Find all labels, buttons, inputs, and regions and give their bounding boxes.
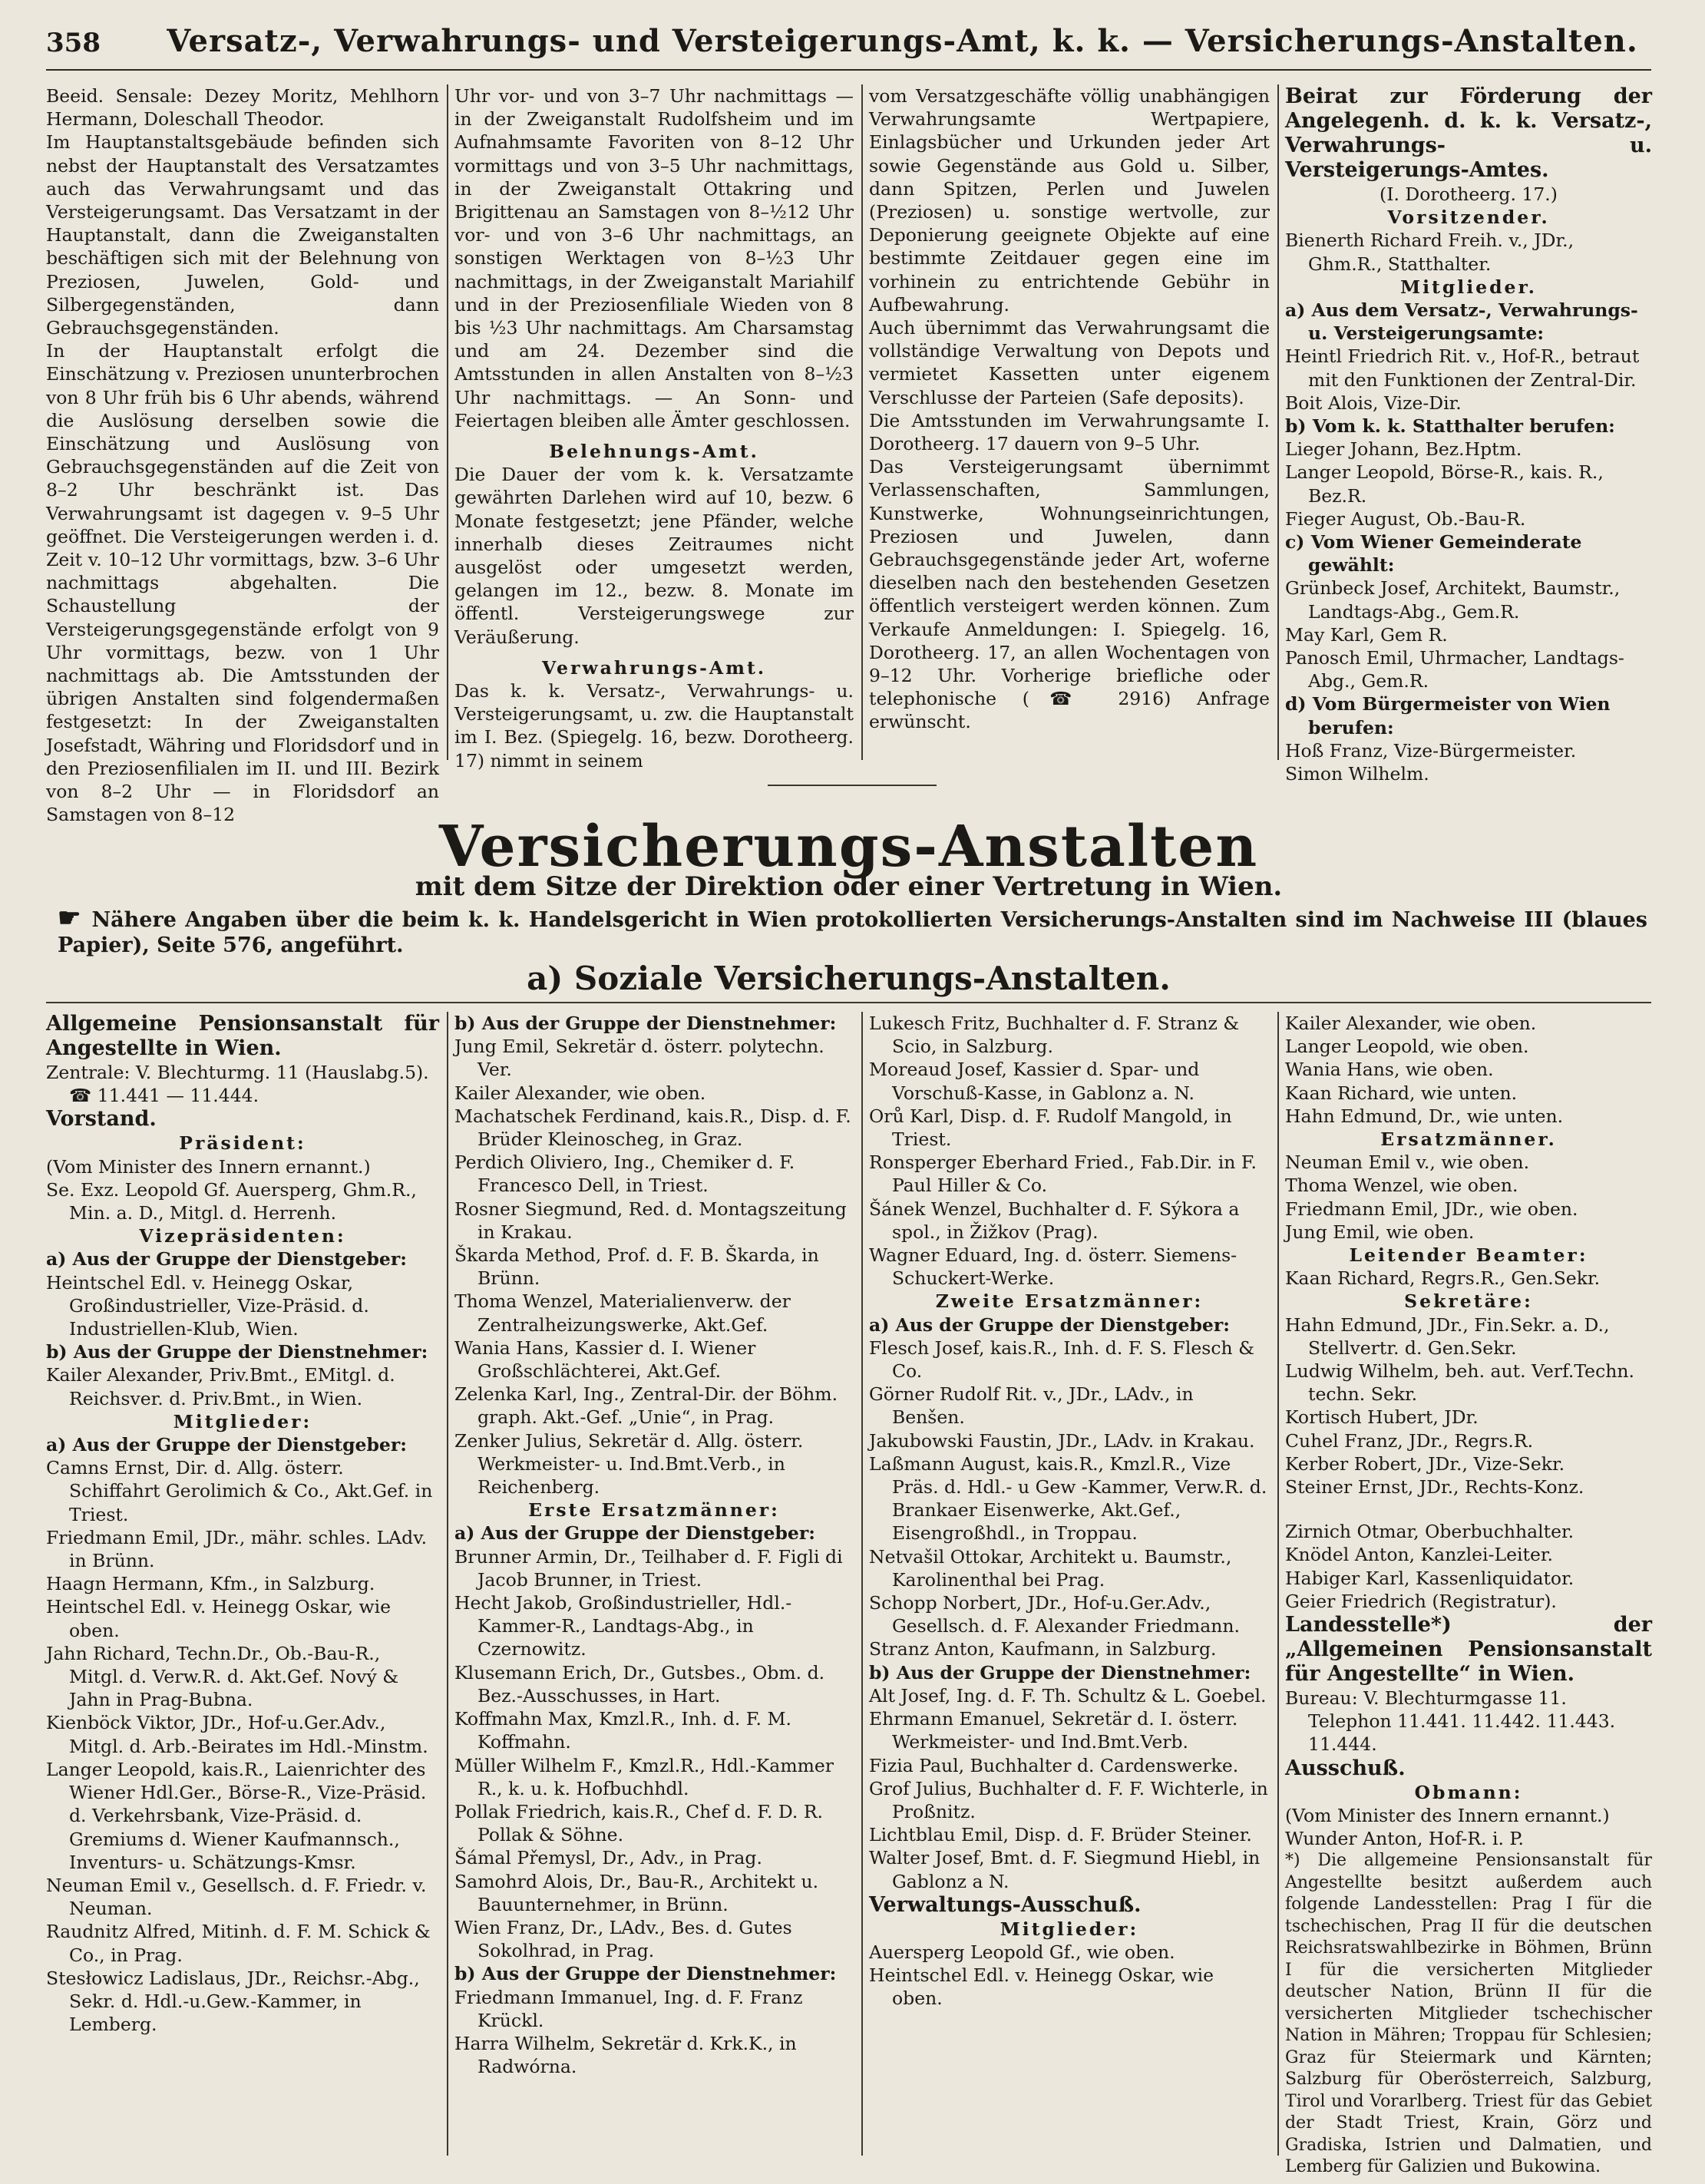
entry: Šámal Přemysl, Dr., Adv., in Prag.	[454, 1847, 762, 1869]
heading: Ersatzmänner.	[1380, 1128, 1557, 1151]
heading: Leitender Beamter:	[1349, 1244, 1588, 1267]
pointing-hand-icon: ☛	[58, 903, 81, 933]
bottom-column-3	[869, 1012, 1270, 2011]
paragraph: In der Hauptanstalt erfolgt die Einschätzung v. Preziosen ununterbrochen von 8 Uhr früh bis 6 Uhr abends, während die Auslösung derselben sowie die Einschätzung und Auslösung von Gebrauchsgegenständen auf die Zeit von 8–2 Uhr beschränkt ist. Das Verwahrungsamt ist dagegen v. 9–5 Uhr geöffnet. Die Versteigerungen werden i. d. Zeit v. 10–12 Uhr vormittags, bzw. 3–6 Uhr nachmittags abgehalten. Die Schaustellung der Versteigerungsgegenstände erfolgt von 9 Uhr vormittags, bezw. von 1 Uhr nachmittags ab. Die Amtsstunden der übrigen Anstalten sind folgendermaßen festgesetzt: In der Zweiganstalten Josefstadt, Währing und Floridsdorf und in den Preziosenfilialen im II. und III. Bezirk von 8–2 Uhr — in Floridsdorf an Samstagen von 8–12	[46, 340, 439, 826]
heading: Mitglieder:	[1000, 1918, 1139, 1940]
entry: Hoß Franz, Vize-Bürgermeister.	[1285, 739, 1577, 762]
entry: (Vom Minister des Innern ernannt.)	[46, 1155, 371, 1178]
entry: Haagn Hermann, Kfm., in Salzburg.	[46, 1573, 375, 1595]
entry: Friedmann Emil, JDr., mähr. schles. LAdv. in Brünn.	[46, 1526, 428, 1572]
spacer	[454, 432, 854, 440]
entry: Koffmahn Max, Kmzl.R., Inh. d. F. M. Koffmahn.	[454, 1708, 791, 1753]
heading: Präsident:	[179, 1132, 306, 1155]
entry: a) Aus der Gruppe der Dienstgeber:	[46, 1434, 407, 1456]
entry: Auersperg Leopold Gf., wie oben.	[869, 1941, 1175, 1963]
entry: Zentrale: V. Blechturmg. 11 (Hauslabg.5). ☎ 11.441 — 11.444.	[46, 1062, 429, 1107]
notice-text: Nähere Angaben über die beim k. k. Handelsgericht in Wien protokollierten Versicherungs-Anstalten sind im Nachweise III (blaues Papier), Seite 576, angeführt.	[58, 908, 1647, 957]
entry: Zirnich Otmar, Oberbuchhalter.	[1285, 1521, 1574, 1543]
entry: Laßmann August, kais.R., Kmzl.R., Vize Präs. d. Hdl.- u Gew -Kammer, Verw.R. d. Brankaer Eisenwerke, Akt.Gef., Eisengroßhdl., in Troppau.	[869, 1452, 1267, 1545]
entry: Lichtblau Emil, Disp. d. F. Brüder Steiner.	[869, 1824, 1252, 1846]
top-column-3	[869, 84, 1270, 734]
entry: Samohrd Alois, Dr., Bau-R., Architekt u. Bauunternehmer, in Brünn.	[454, 1870, 819, 1915]
entry: Perdich Oliviero, Ing., Chemiker d. F. Francesco Dell, in Triest.	[454, 1151, 795, 1197]
heading: Vorsitzender.	[1387, 207, 1550, 229]
entry: Klusemann Erich, Dr., Gutsbes., Obm. d. Bez.-Ausschusses, in Hart.	[454, 1661, 825, 1707]
page-number: 358	[46, 28, 101, 58]
entry: Bienerth Richard Freih. v., JDr., Ghm.R., Statthalter.	[1285, 230, 1574, 275]
entry: Camns Ernst, Dir. d. Allg. österr. Schiffahrt Gerolimich & Co., Akt.Gef. in Triest.	[46, 1457, 433, 1525]
entry: Flesch Josef, kais.R., Inh. d. F. S. Flesch & Co.	[869, 1337, 1255, 1383]
heading: Mitglieder:	[173, 1410, 312, 1432]
paragraph: Das k. k. Versatz-, Verwahrungs- u. Versteigerungsamt, u. zw. die Hauptanstalt im I. Bez. (Spiegelg. 16, bezw. Dorotheerg. 17) nimmt in seinem	[454, 680, 854, 772]
entry: Thoma Wenzel, Materialienverw. der Zentralheizungswerke, Akt.Gef.	[454, 1290, 791, 1336]
entry: Fizia Paul, Buchhalter d. Cardenswerke.	[869, 1754, 1239, 1776]
entry: Šánek Wenzel, Buchhalter d. F. Sýkora a spol., in Žižkov (Prag).	[869, 1198, 1240, 1243]
heading: Vizepräsidenten:	[139, 1225, 346, 1247]
entry: Stesłowicz Ladislaus, JDr., Reichsr.-Abg., Sekr. d. Hdl.-u.Gew.-Kammer, in Lemberg.	[46, 1967, 420, 2036]
entry: Bureau: V. Blechturmgasse 11. Telephon 11.441. 11.442. 11.443. 11.444.	[1285, 1687, 1616, 1756]
bold-heading: Vorstand.	[46, 1107, 157, 1132]
paragraph: Im Hauptanstaltsgebäude befinden sich nebst der Hauptanstalt des Versatzamtes auch das Verwahrungsamt und das Versteigerungsamt. Das Versatzamt in der Hauptanstalt, dann die Zweiganstalten beschäftigen sich mit der Belehnung von Preziosen, Juwelen, Gold- und Silbergegenständen, dann Gebrauchsgegenständen.	[46, 131, 439, 339]
entry: Langer Leopold, kais.R., Laienrichter des Wiener Hdl.Ger., Börse-R., Vize-Präsid. d. Verkehrsbank, Vize-Präsid. d. Gremiums d. Wiener Kaufmannsch., Inventurs- u. Schätzungs-Kmsr.	[46, 1758, 427, 1873]
entry: Neuman Emil v., wie oben.	[1285, 1151, 1530, 1174]
entry: Heintschel Edl. v. Heinegg Oskar, wie oben.	[869, 1964, 1214, 2010]
heading: Obmann:	[1414, 1781, 1523, 1803]
entry: Lukesch Fritz, Buchhalter d. F. Stranz & Scio, in Salzburg.	[869, 1013, 1240, 1058]
entry: Kailer Alexander, Priv.Bmt., EMitgl. d. Reichsver. d. Priv.Bmt., in Wien.	[46, 1364, 395, 1409]
entry: Walter Josef, Bmt. d. F. Siegmund Hiebl, in Gablonz a N.	[869, 1847, 1261, 1892]
bottom-column-4	[1285, 1012, 1652, 2179]
entry: Kaan Richard, Regrs.R., Gen.Sekr.	[1285, 1267, 1601, 1290]
centered-line: (I. Dorotheerg. 17.)	[1380, 183, 1558, 205]
bottom-column-2	[454, 1012, 854, 2078]
spacer	[1285, 1498, 1652, 1520]
entry: Fieger August, Ob.-Bau-R.	[1285, 507, 1526, 530]
entry: b) Aus der Gruppe der Dienstnehmer:	[454, 1963, 837, 1985]
entry: Raudnitz Alfred, Mitinh. d. F. M. Schick & Co., in Prag.	[46, 1921, 431, 1966]
entry: Langer Leopold, Börse-R., kais. R., Bez.R.	[1285, 461, 1604, 507]
entry: Grof Julius, Buchhalter d. F. F. Wichterle, in Proßnitz.	[869, 1777, 1268, 1822]
column-rule	[861, 1012, 863, 2156]
subheading-divider	[46, 1002, 1651, 1003]
entry: Kerber Robert, JDr., Vize-Sekr.	[1285, 1452, 1565, 1475]
entry: Boit Alois, Vize-Dir.	[1285, 392, 1462, 414]
entry: Wania Hans, wie oben.	[1285, 1059, 1494, 1081]
entry: Friedmann Immanuel, Ing. d. F. Franz Krückl.	[454, 1986, 803, 2031]
paragraph: vom Versatzgeschäfte völlig unabhängigen Verwahrungsamte Wertpapiere, Einlagsbücher und Urkunden jeder Art sowie Gegenstände aus Gold u. Silber, dann Spitzen, Perlen und Juwelen (Preziosen) u. sonstige wertvolle, zur Deponierung geeignete Objekte auf eine bestimmte Zeitdauer gegen eine im vorhinein zu entrichtende Gebühr in Aufbewahrung.	[869, 85, 1270, 316]
entry: Pollak Friedrich, kais.R., Chef d. F. D. R. Pollak & Söhne.	[454, 1800, 824, 1846]
entry: Netvašil Ottokar, Architekt u. Baumstr., Karolinenthal bei Prag.	[869, 1545, 1232, 1591]
entry: a) Aus dem Versatz-, Verwahrungs- u. Versteigerungsamte:	[1285, 299, 1638, 345]
column-rule	[447, 1012, 448, 2156]
entry: May Karl, Gem R.	[1285, 623, 1448, 646]
running-head	[46, 23, 1651, 71]
section-notice	[58, 903, 1647, 958]
entry: Moreaud Josef, Kassier d. Spar- und Vorschuß-Kasse, in Gablonz a. N.	[869, 1059, 1200, 1104]
paragraph: Auch übernimmt das Verwahrungsamt die vollständige Verwaltung von Depots und vermietet Kassetten unter eigenem Verschlusse der Parteien (Safe deposits).	[869, 317, 1270, 408]
entry: Geier Friedrich (Registratur).	[1285, 1590, 1557, 1612]
entry: Hecht Jakob, Großindustrieller, Hdl.-Kammer-R., Landtags-Abg., in Czernowitz.	[454, 1592, 792, 1660]
entry: Zelenka Karl, Ing., Zentral-Dir. der Böhm. graph. Akt.-Gef. „Unie“, in Prag.	[454, 1383, 838, 1429]
column-rule	[861, 84, 863, 760]
running-title: Versatz-, Verwahrungs- und Versteigerungs-Amt, k. k. — Versicherungs-Anstalten.	[167, 23, 1638, 59]
entry: Orů Karl, Disp. d. F. Rudolf Mangold, in Triest.	[869, 1105, 1232, 1151]
entry: d) Vom Bürgermeister von Wien berufen:	[1285, 693, 1611, 738]
entry: a) Aus der Gruppe der Dienstgeber:	[454, 1522, 815, 1545]
section-subtitle: mit dem Sitze der Direktion oder einer Vertretung in Wien.	[415, 871, 1283, 902]
entry: Friedmann Emil, JDr., wie oben.	[1285, 1198, 1578, 1220]
entry: Hahn Edmund, Dr., wie unten.	[1285, 1105, 1564, 1127]
entry: Kailer Alexander, wie oben.	[454, 1082, 706, 1104]
entry: Thoma Wenzel, wie oben.	[1285, 1175, 1518, 1197]
entry: Langer Leopold, wie oben.	[1285, 1036, 1529, 1058]
paragraph: Die Amtsstunden im Verwahrungsamte I. Dorotheerg. 17 dauern von 9–5 Uhr.	[869, 409, 1270, 455]
column-rule	[1277, 84, 1279, 760]
paragraph: Uhr vor- und von 3–7 Uhr nachmittags — in der Zweiganstalt Rudolfsheim und im Aufnahmsamte Favoriten von 8–12 Uhr vormittags und von 3–5 Uhr nachmittags, in der Zweiganstalt Ottakring und Brigittenau an Samstagen von 8–½12 Uhr vor- und von 3–6 Uhr nachmittags, an sonstigen Werktagen von 8–½3 Uhr nachmittags, in der Zweiganstalt Mariahilf und in der Preziosenfiliale Wieden von 8 bis ½3 Uhr nachmittags. Am Charsamstag und am 24. Dezember sind die Amtsstunden in allen Anstalten von 8–½3 Uhr nachmittags. — An Sonn- und Feiertagen bleiben alle Ämter geschlossen.	[454, 85, 854, 431]
entry: Stranz Anton, Kaufmann, in Salzburg.	[869, 1638, 1217, 1660]
entry: b) Aus der Gruppe der Dienstnehmer:	[46, 1341, 428, 1363]
bottom-column-1	[46, 1012, 439, 2036]
column-rule	[1277, 1012, 1279, 2156]
entry: a) Aus der Gruppe der Dienstgeber:	[46, 1248, 407, 1270]
entry: Se. Exz. Leopold Gf. Auersperg, Ghm.R., Min. a. D., Mitgl. d. Herrenh.	[46, 1178, 417, 1224]
entry: b) Aus der Gruppe der Dienstnehmer:	[454, 1013, 837, 1034]
entry: Heintschel Edl. v. Heinegg Oskar, Großindustrieller, Vize-Präsid. d. Industriellen-Klub, Wien.	[46, 1271, 369, 1340]
entry: Harra Wilhelm, Sekretär d. Krk.K., in Radwórna.	[454, 2032, 797, 2078]
entry: Heintl Friedrich Rit. v., Hof-R., betraut mit den Funktionen der Zentral-Dir.	[1285, 345, 1640, 391]
entry: Wunder Anton, Hof-R. i. P.	[1285, 1828, 1524, 1850]
entry: b) Aus der Gruppe der Dienstnehmer:	[869, 1661, 1251, 1683]
paragraph: Das Versteigerungsamt übernimmt Verlassenschaften, Sammlungen, Kunstwerke, Wohnungseinrichtungen, Preziosen und Juwelen, dann Gebrauchsgegenstände jeder Art, woferne dieselben nach den bestehenden Gesetzen öffentlich versteigert werden können. Zum Verkaufe Anmeldungen: I. Spiegelg. 16, Dorotheerg. 17, an allen Wochentagen von 9–12 Uhr. Vorherige briefliche oder telephonische (☎ 2916) Anfrage erwünscht.	[869, 456, 1270, 733]
entry: Jung Emil, wie oben.	[1285, 1221, 1475, 1243]
entry: Škarda Method, Prof. d. F. B. Škarda, in Brünn.	[454, 1244, 819, 1290]
entry: Kortisch Hubert, JDr.	[1285, 1406, 1479, 1429]
entry: Ehrmann Emanuel, Sekretär d. I. österr. Werkmeister- und Ind.Bmt.Verb.	[869, 1708, 1238, 1753]
entry: Ludwig Wilhelm, beh. aut. Verf.Techn. techn. Sekr.	[1285, 1360, 1634, 1406]
section-title: Versicherungs-Anstalten	[438, 814, 1259, 880]
entry: b) Vom k. k. Statthalter berufen:	[1285, 415, 1615, 438]
entry: Ronsperger Eberhard Fried., Fab.Dir. in F. Paul Hiller & Co.	[869, 1151, 1257, 1197]
entry: Knödel Anton, Kanzlei-Leiter.	[1285, 1544, 1554, 1566]
heading: Zweite Ersatzmänner:	[935, 1290, 1204, 1313]
entry: (Vom Minister des Innern ernannt.)	[1285, 1804, 1610, 1826]
entry: Machatschek Ferdinand, kais.R., Disp. d. F. Brüder Kleinoscheg, in Graz.	[454, 1105, 851, 1151]
entry: Heintschel Edl. v. Heinegg Oskar, wie oben.	[46, 1596, 392, 1641]
top-column-1	[46, 84, 439, 827]
entry: Rosner Siegmund, Red. d. Montagszeitung in Krakau.	[454, 1198, 847, 1243]
section-divider	[768, 785, 937, 786]
entry: Wien Franz, Dr., LAdv., Bes. d. Gutes Sokolhrad, in Prag.	[454, 1916, 792, 1962]
entry: Wagner Eduard, Ing. d. österr. Siemens-Schuckert-Werke.	[869, 1244, 1237, 1290]
top-column-2	[454, 84, 854, 772]
entry: Neuman Emil v., Gesellsch. d. F. Friedr. v. Neuman.	[46, 1874, 427, 1920]
entry: Kailer Alexander, wie oben.	[1285, 1013, 1537, 1034]
entry: Görner Rudolf Rit. v., JDr., LAdv., in Benšen.	[869, 1383, 1194, 1429]
entry: Kaan Richard, wie unten.	[1285, 1082, 1518, 1104]
entry: Habiger Karl, Kassenliquidator.	[1285, 1567, 1574, 1589]
entry: Brunner Armin, Dr., Teilhaber d. F. Figli di Jacob Brunner, in Triest.	[454, 1545, 843, 1591]
bold-heading: Verwaltungs-Ausschuß.	[869, 1892, 1142, 1917]
column-rule	[447, 84, 448, 760]
entry: Panosch Emil, Uhrmacher, Landtags-Abg., Gem.R.	[1285, 647, 1624, 692]
heading: Verwahrungs-Amt.	[541, 656, 767, 679]
entry: Jung Emil, Sekretär d. österr. polytechn. Ver.	[454, 1036, 824, 1081]
heading: Belehnungs-Amt.	[549, 441, 759, 463]
paragraph: Die Dauer der vom k. k. Versatzamte gewährten Darlehen wird auf 10, bezw. 6 Monate festgesetzt; jene Pfänder, welche innerhalb dieses Zeitraumes nicht ausgelöst oder umgesetzt werden, gelangen im 12., bezw. 8. Monate im öffentl. Versteigerungswege zur Veräußerung.	[454, 464, 854, 648]
entry: Jahn Richard, Techn.Dr., Ob.-Bau-R., Mitgl. d. Verw.R. d. Akt.Gef. Nový & Jahn in Prag-Bubna.	[46, 1642, 399, 1711]
heading: Erste Ersatzmänner:	[528, 1499, 780, 1522]
bold-heading: Beirat zur Förderung der Angelegenh. d. k. k. Versatz-, Verwahrungs- u. Versteigerungs-Amtes.	[1285, 84, 1652, 182]
entry: Schopp Norbert, JDr., Hof-u.Ger.Adv., Gesellsch. d. F. Alexander Friedmann.	[869, 1592, 1241, 1637]
footnote: *) Die allgemeine Pensionsanstalt für Angestellte besitzt außerdem auch folgende Landesstellen: Prag I für die tschechischen, Prag II für die deutschen Reichsratswahlbezirke in Böhmen, Brünn I für die versicherten Mitglieder deutscher Nation, Brünn II für die versicherten Mitglieder tschechischer Nation in Mähren; Troppau für Schlesien; Graz für Steiermark und Kärnten; Salzburg für Oberösterreich, Salzburg, Tirol und Vorarlberg. Triest für das Gebiet der Stadt Triest, Krain, Görz und Gradiska, Istrien und Dalmatien, und Lemberg für Galizien und Bukowina.	[1285, 1851, 1652, 2177]
heading: Sekretäre:	[1404, 1290, 1533, 1313]
entry: c) Vom Wiener Gemeinderate gewählt:	[1285, 531, 1582, 577]
entry: Steiner Ernst, JDr., Rechts-Konz.	[1285, 1476, 1584, 1498]
entry: Jakubowski Faustin, JDr., LAdv. in Krakau.	[869, 1429, 1255, 1452]
bold-heading: Allgemeine Pensionsanstalt für Angestellte in Wien.	[46, 1012, 439, 1060]
entry: Wania Hans, Kassier d. I. Wiener Großschlächterei, Akt.Gef.	[454, 1337, 756, 1383]
entry: Lieger Johann, Bez.Hptm.	[1285, 438, 1522, 461]
top-column-4	[1285, 84, 1652, 785]
heading: Mitglieder.	[1400, 276, 1537, 298]
entry: Kienböck Viktor, JDr., Hof-u.Ger.Adv., Mitgl. d. Arb.-Beirates im Hdl.-Minstm.	[46, 1712, 428, 1757]
entry: Alt Josef, Ing. d. F. Th. Schultz & L. Goebel.	[869, 1684, 1267, 1707]
entry: Cuhel Franz, JDr., Regrs.R.	[1285, 1429, 1534, 1452]
entry: Müller Wilhelm F., Kmzl.R., Hdl.-Kammer R., k. u. k. Hofbuchhdl.	[454, 1754, 834, 1799]
entry: a) Aus der Gruppe der Dienstgeber:	[869, 1313, 1230, 1336]
section-subheading: a) Soziale Versicherungs-Anstalten.	[527, 960, 1171, 997]
entry: Simon Wilhelm.	[1285, 763, 1429, 785]
paragraph: Beeid. Sensale: Dezey Moritz, Mehlhorn Hermann, Doleschall Theodor.	[46, 85, 439, 131]
entry: Grünbeck Josef, Architekt, Baumstr., Landtags-Abg., Gem.R.	[1285, 577, 1621, 623]
bold-heading: Ausschuß.	[1285, 1756, 1406, 1780]
bold-heading: Landesstelle*) der „Allgemeinen Pensionsanstalt für Angestellte“ in Wien.	[1285, 1613, 1652, 1687]
entry: Zenker Julius, Sekretär d. Allg. österr. Werkmeister- u. Ind.Bmt.Verb., in Reichenberg.	[454, 1429, 804, 1498]
entry: Hahn Edmund, JDr., Fin.Sekr. a. D., Stellvertr. d. Gen.Sekr.	[1285, 1313, 1610, 1359]
spacer	[454, 649, 854, 656]
